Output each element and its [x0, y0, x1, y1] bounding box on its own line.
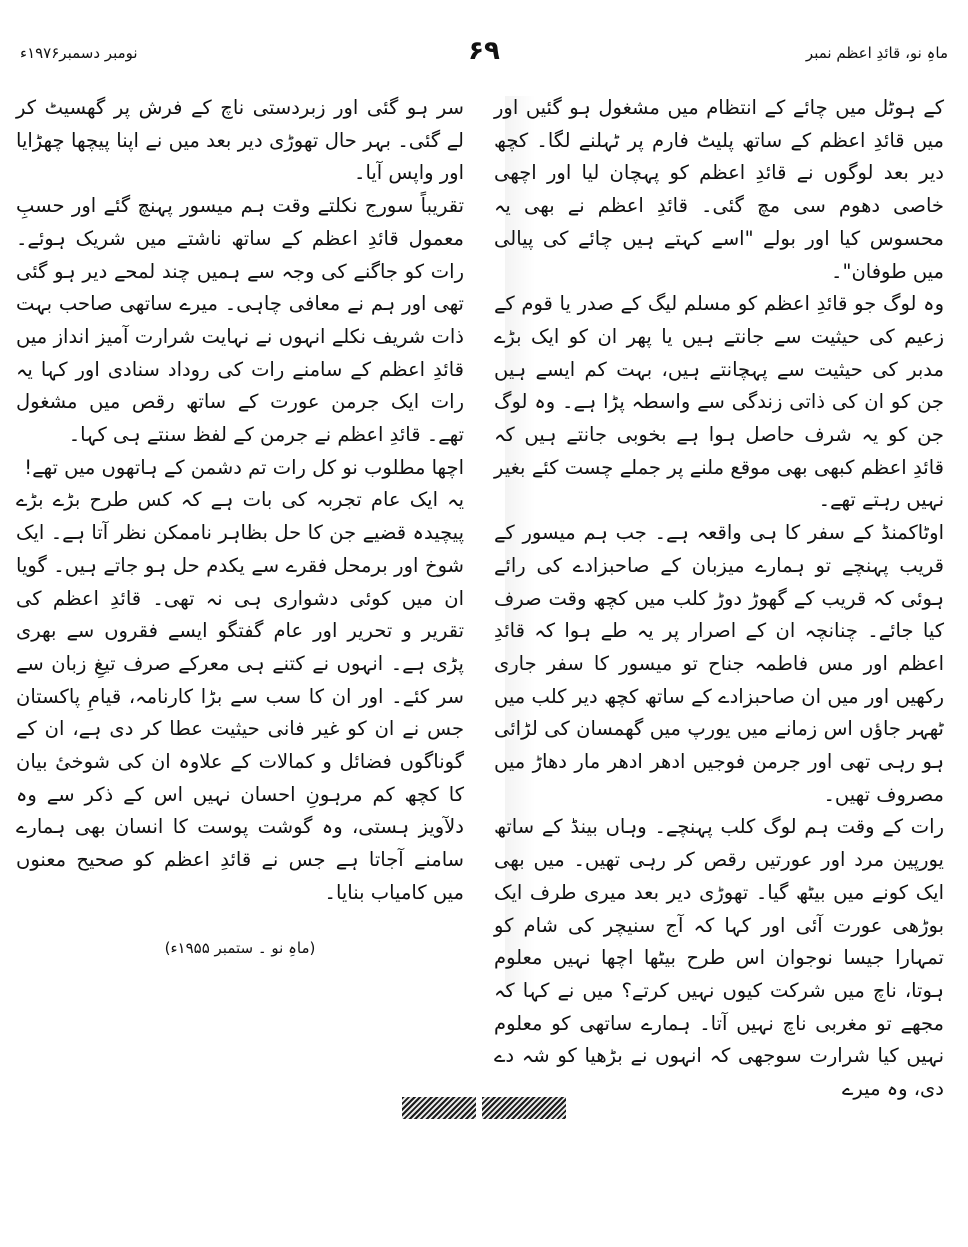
ornament-block-right [482, 1097, 566, 1119]
header-magazine-title: ماہِ نو، قائدِ اعظم نمبر [805, 44, 948, 62]
footer-ornament [402, 1097, 566, 1119]
header-date: نومبر دسمبر۱۹۷۶ء [20, 44, 138, 62]
page-header [14, 30, 954, 78]
left-column [16, 92, 464, 964]
right-paragraph-1: کے ہوٹل میں چائے کے انتظام میں مشغول ہو گئیں اور میں قائدِ اعظم کے ساتھ پلیٹ فارم پر ٹہلنے لگا۔ کچھ دیر بعد لوگوں نے قائدِ اعظم کو پہچان لیا اور اچھی خاصی دھوم سی مچ گئی۔ قائدِ اعظم نے بھی یہ محسوس کیا اور بولے "اسے کہتے ہیں چائے کی پیالی میں طوفان"۔ [494, 96, 944, 283]
right-paragraph-2: وہ لوگ جو قائدِ اعظم کو مسلم لیگ کے صدر یا قوم کے زعیم کی حیثیت سے جانتے ہیں یا پھر ان کو ایک بڑے مدبر کی حیثیت سے پہچانتے ہیں، بہت کم ایسے ہیں جن کو ان کی ذاتی زندگی سے واسطہ پڑا ہے۔ وہ لوگ جن کو یہ شرف حاصل ہوا ہے بخوبی جانتے ہیں کہ قائدِ اعظم کبھی بھی موقع ملنے پر جملے چست کئے بغیر نہیں رہتے تھے۔ [494, 292, 944, 512]
left-paragraph-1: سر ہو گئی اور زبردستی ناچ کے فرش پر گھسیٹ کر لے گئی۔ بہر حال تھوڑی دیر بعد میں نے اپنا پیچھا چھڑایا اور واپس آیا۔ [16, 96, 464, 185]
left-paragraph-4: یہ ایک عام تجربہ کی بات ہے کہ کس طرح بڑے بڑے پیچیدہ قضیے جن کا حل بظاہر ناممکن نظر آتا ہے۔ ایک شوخ اور برمحل فقرے سے یکدم حل ہو جاتے ہیں۔ گویا ان میں کوئی دشواری ہی نہ تھی۔ قائدِ اعظم کی تقریر و تحریر اور عام گفتگو ایسے فقروں سے بھری پڑی ہے۔ انہوں نے کتنے ہی معرکے صرف تیغِ زبان سے سر کئے۔ اور ان کا سب سے بڑا کارنامہ، قیامِ پاکستان جس نے ان کو غیر فانی حیثیت عطا کر دی ہے، ان کے گوناگوں فضائل و کمالات کے علاوہ ان کی شوخیٔ بیان کا کچھ کم مرہونِ احسان نہیں اس کے ذکر سے وہ دلآویز ہستی، وہ گوشت پوست کا انسان بھی ہمارے سامنے آجاتا ہے جس نے قائدِ اعظم کو صحیح معنوں میں کامیاب بنایا۔ [16, 488, 464, 904]
left-paragraph-3: اچھا مطلوب نو کل رات تم دشمن کے ہاتھوں میں تھے! [24, 455, 464, 479]
right-column [494, 92, 944, 1106]
source-citation: (ماہِ نو ۔ ستمبر ۱۹۵۵ء) [164, 938, 316, 957]
page-number: ۶۹ [468, 36, 500, 66]
right-paragraph-4: رات کے وقت ہم لوگ کلب پہنچے۔ وہاں بینڈ کے ساتھ یورپین مرد اور عورتیں رقص کر رہی تھیں۔ میں بھی ایک کونے میں بیٹھ گیا۔ تھوڑی دیر بعد میری طرف ایک بوڑھی عورت آئی اور کہا کہ آج سنیچر کی شام کو تمہارا جیسا نوجوان اس طرح بیٹھا اچھا نہیں معلوم ہوتا، ناچ میں شرکت کیوں نہیں کرتے؟ میں نے کہا کہ مجھے تو مغربی ناچ نہیں آتا۔ ہمارے ساتھی کو معلوم نہیں کیا شرارت سوجھی کہ انہوں نے بڑھیا کو شہ دے دی، وہ میرے [494, 815, 944, 1101]
left-paragraph-2: تقریباً سورج نکلتے وقت ہم میسور پہنچ گئے اور حسبِ معمول قائدِ اعظم کے ساتھ ناشتے میں شریک ہوئے۔ رات کو جاگنے کی وجہ سے ہمیں چند لمحے دیر ہو گئی تھی اور ہم نے معافی چاہی۔ میرے ساتھی صاحب بہت ذات شریف نکلے انہوں نے نہایت شرارت آمیز انداز میں قائدِ اعظم کے سامنے رات کی روداد سنادی اور کہا یہ رات ایک جرمن عورت کے ساتھ رقص میں مشغول تھے۔ قائدِ اعظم نے جرمن کے لفظ سنتے ہی کہا۔ [16, 194, 464, 447]
right-paragraph-3: اوٹاکمنڈ کے سفر کا ہی واقعہ ہے۔ جب ہم میسور کے قریب پہنچے تو ہمارے میزبان کے صاحبزادے کی رائے ہوئی کہ قریب کے گھوڑ دوڑ کلب میں کچھ وقت صرف کیا جائے۔ چنانچہ ان کے اصرار پر یہ طے ہوا کہ قائدِ اعظم اور مس فاطمہ جناح تو میسور کا سفر جاری رکھیں اور میں ان صاحبزادے کے ساتھ کچھ دیر کلب میں ٹھہر جاؤں اس زمانے میں یورپ میں گھمسان کی لڑائی ہو رہی تھی اور جرمن فوجیں ادھر ادھر مار دھاڑ میں مصروف تھیں۔ [494, 521, 944, 806]
ornament-block-left [402, 1097, 476, 1119]
